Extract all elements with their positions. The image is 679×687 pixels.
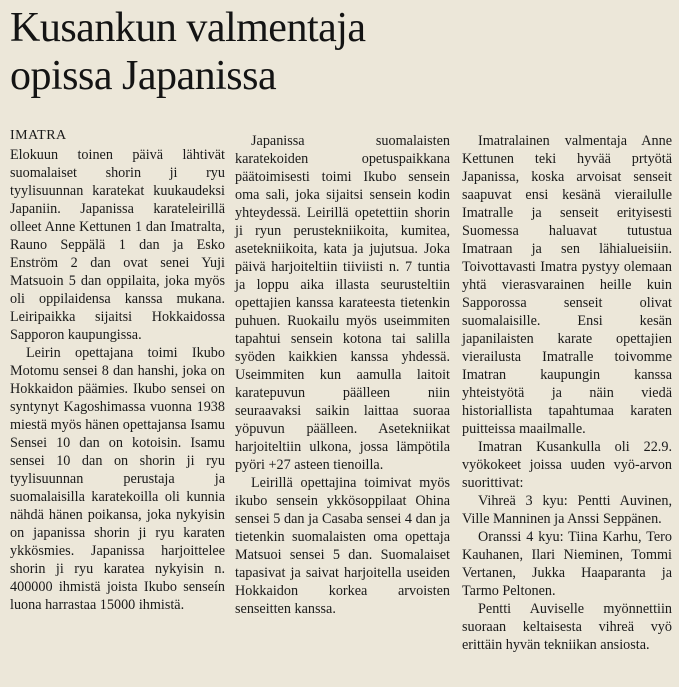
- paragraph: Imatralainen valmentaja Anne Kettunen teki hyvää prtyötä Japanissa, koska arvoisat senseit saapuvat ensi kesänä vierailulle Imatralle ja senseit erityisesti Suomessa haluavat tutustua Imatraan ja sen lähialueisiin. Toivottavasti Imatra pystyy olemaan yhtä vierasvarainen heille kuin Sapporossa senseit olivat suomalaisille. Ensi kesän japanilaisten karate opettajien vierailusta Imatralle toivomme Imatran kaupungin kanssa yhteistyötä ja näin viedä historiallista tapahtumaa karaten puitteissa maailmalle.: [462, 133, 672, 437]
- column-3: [462, 132, 672, 654]
- bleed-through-text: [468, 94, 473, 115]
- headline-line-1: Kusankun valmentaja: [10, 5, 366, 51]
- paragraph: Imatran Kusankulla oli 22.9. vyökokeet joissa uuden vyö-arvon suorittivat:: [462, 439, 672, 491]
- paragraph: Elokuun toinen päivä lähtivät suomalaiset shorin ji ryu tyylisuunnan karatekat kuukaudeksi Japaniin. Japanissa karateleirillä olleet Anne Kettunen 1 dan Imatralta, Rauno Seppälä 1 dan ja Esko Enström 2 dan ovat senei Yuji Matsuoin 5 dan oppilaita, joka myös oli oppilaidensa kanssa mukana. Leiripaikka sijaitsi Hokkaidossa Sapporon kaupungissa.: [10, 147, 225, 343]
- paragraph: Vihreä 3 kyu: Pentti Auvinen, Ville Manninen ja Anssi Seppänen.: [462, 493, 672, 527]
- paragraph: Japanissa suomalaisten karatekoiden opetuspaikkana päätoimisesti toimi Ikubo sensein oma sali, joka sijaitsi sensein kodin yhteydessä. Leirillä opetettiin shorin ji ryun perustekniikoita, kumitea, asetekniikoita, kata ja jujutsua. Joka päivä harjoiteltiin tiiviisti n. 7 tuntia ja loppu aika illasta seurusteltiin opettajien kanssa karateesta tietenkin puhuen. Ruokailu myös useimmiten tapahtui sensein kotona tai salilla syöden kaikkien kanssa yhdessä. Useimmiten kun aamulla laitoit karatepuvun päälleen niin seuraavaksi saikin laittaa suoraa yöpuvun päälleen. Asetekniikat harjoiteltiin ulkona, jossa lämpötila pyöri +27 asteen tienoilla.: [235, 133, 450, 473]
- headline: [10, 4, 450, 100]
- paragraph: Leirillä opettajina toimivat myös ikubo sensein ykkösoppilaat Ohina sensei 5 dan ja Casaba sensei 4 dan ja tietenkin suomalaisten oma opettaja Matsuoi sensei 5 dan. Suomalaiset tapasivat ja saivat harjoitella useiden Hokkaidon korkea arvoisten senseitten kanssa.: [235, 475, 450, 617]
- paragraph: Pentti Auviselle myönnettiin suoraan keltaisesta vihreä vyö erittäin hyvän tekniikan ansiosta.: [462, 601, 672, 653]
- column-2: [235, 132, 450, 618]
- column-1: [10, 127, 225, 614]
- headline-line-2: opissa Japanissa: [10, 53, 277, 99]
- paragraph: Leirin opettajana toimi Ikubo Motomu sensei 8 dan hanshi, joka on Hokkaidon päämies. Ikubo sensei on syntynyt Kagoshimassa vuonna 1938 miestä myös hänen opettajansa Isamu Sensei 10 dan on kotoisin. Isamu sensei 10 dan on shorin ji ryu tyylisuunnan perustaja ja suomalaisilla karatekoilla oli kunnia nähdä hänen poikansa, joka nykyisin on japanissa shorin ji ryu karaten ykkösmies. Japanissa harjoittelee shorin ji ryu karatea nykyisin n. 400000 ihmistä joista Ikubo senseín luona harrastaa 15000 ihmistä.: [10, 345, 225, 613]
- paragraph: Oranssi 4 kyu: Tiina Karhu, Tero Kauhanen, Ilari Nieminen, Tommi Vertanen, Jukka Haaparanta ja Tarmo Peltonen.: [462, 529, 672, 599]
- dateline: IMATRA: [10, 128, 67, 143]
